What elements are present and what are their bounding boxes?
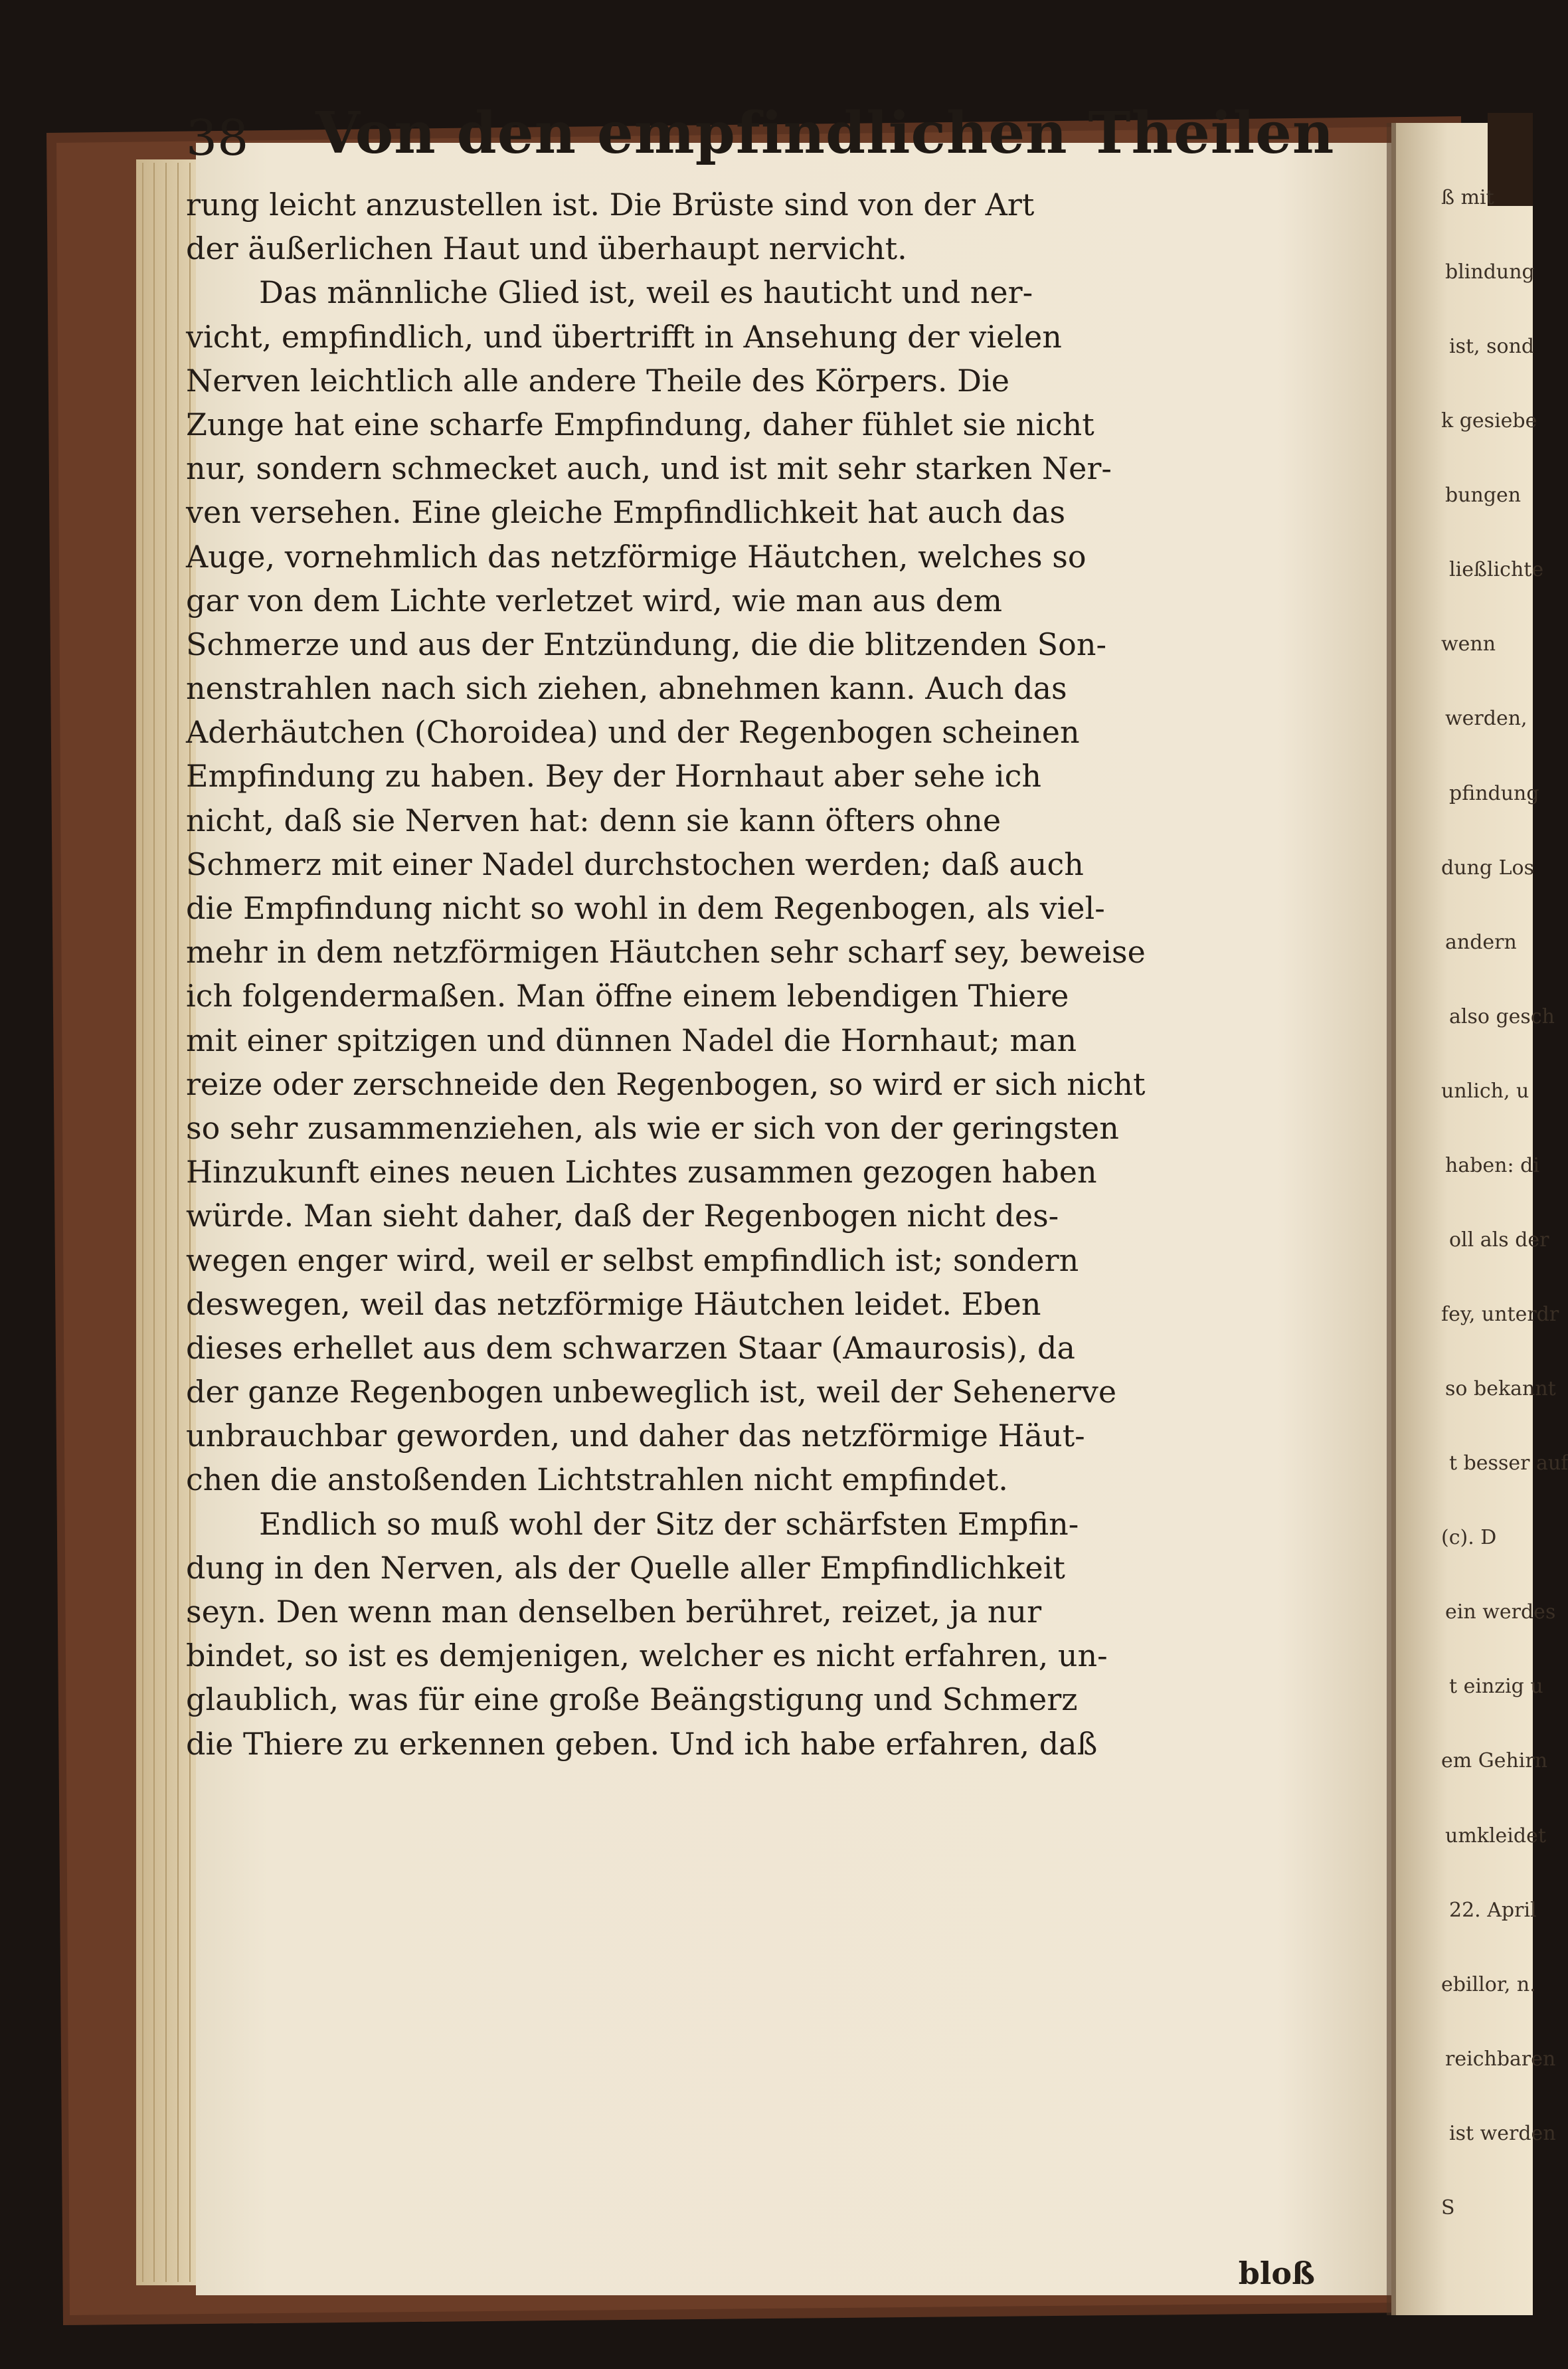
next-page-fragment: em Gehirn — [1441, 1749, 1548, 1772]
next-page-fragment: ebillor, n. — [1441, 1973, 1536, 1996]
text-line: chen die anstoßenden Lichtstrahlen nicht empfindet. — [186, 1462, 1008, 1498]
text-line: ich folgendermaßen. Man öffne einem lebendigen Thiere — [186, 978, 1069, 1014]
text-line: dieses erhellet aus dem schwarzen Staar (Amaurosis), da — [186, 1329, 1075, 1366]
text-line: gar von dem Lichte verletzet wird, wie man aus dem — [186, 582, 1003, 618]
next-page-fragment: reichbaren — [1445, 2047, 1556, 2071]
next-page-fragment: fey, unterdr — [1441, 1303, 1559, 1326]
next-page-fragment: ließlichte — [1449, 558, 1544, 581]
running-head: Von den empfindlichen Theilen — [315, 100, 1335, 167]
text-line: Schmerze und aus der Entzündung, die die blitzenden Son- — [186, 626, 1106, 662]
next-page-fragment: ein werdes — [1445, 1600, 1556, 1624]
body-text — [186, 183, 1328, 1766]
next-page-fragment: so bekannt — [1445, 1377, 1556, 1400]
text-line: Aderhäutchen (Choroidea) und der Regenbogen scheinen — [186, 714, 1080, 751]
catchword: bloß — [1238, 2255, 1315, 2291]
text-line: deswegen, weil das netzförmige Häutchen leidet. Eben — [186, 1285, 1041, 1322]
text-line: Auge, vornehmlich das netzförmige Häutchen, welches so — [186, 538, 1087, 575]
next-page-fragment: pfindung — [1449, 782, 1539, 805]
next-page-fragment: (c). D — [1441, 1526, 1497, 1549]
next-page-fragment: ß mit — [1441, 186, 1494, 209]
text-line: wegen enger wird, weil er selbst empfindlich ist; sondern — [186, 1242, 1079, 1278]
next-page-fragment: unlich, u — [1441, 1080, 1529, 1103]
page-header — [186, 96, 1335, 189]
next-page-fragment: ist, sond — [1449, 335, 1535, 358]
next-page-fragment: t besser auf — [1449, 1452, 1568, 1475]
next-page-fragment: oll als der — [1449, 1228, 1549, 1252]
text-line: der ganze Regenbogen unbeweglich ist, weil der Sehenerve — [186, 1374, 1117, 1410]
text-line: dung in den Nerven, als der Quelle aller Empfindlichkeit — [186, 1549, 1065, 1586]
next-page-fragment: werden, — [1445, 707, 1527, 730]
text-line: Hinzukunft eines neuen Lichtes zusammen gezogen haben — [186, 1154, 1097, 1190]
next-page-fragment: andern — [1445, 931, 1517, 954]
text-line: Endlich so muß wohl der Sitz der schärfsten Empfin- — [259, 1505, 1079, 1542]
text-line: Das männliche Glied ist, weil es hauticht und ner- — [259, 274, 1033, 311]
text-line: seyn. Den wenn man denselben berühret, reizet, ja nur — [186, 1594, 1042, 1630]
text-line: nenstrahlen nach sich ziehen, abnehmen kann. Auch das — [186, 670, 1067, 707]
text-line: glaublich, was für eine große Beängstigung und Schmerz — [186, 1681, 1078, 1718]
page-number: 38 — [186, 110, 249, 167]
next-page-fragment: ist werden — [1449, 2122, 1556, 2145]
text-line: nicht, daß sie Nerven hat: denn sie kann öfters ohne — [186, 802, 1002, 838]
next-page-fragment: umkleidet — [1445, 1824, 1546, 1848]
text-line: die Empfindung nicht so wohl in dem Regenbogen, als viel- — [186, 890, 1105, 926]
text-line: vicht, empfindlich, und übertrifft in Ansehung der vielen — [186, 318, 1062, 355]
next-page-fragment: blindung — [1445, 260, 1535, 284]
next-page-fragment: also gesch — [1449, 1005, 1555, 1028]
text-line: Empfindung zu haben. Bey der Hornhaut aber sehe ich — [186, 758, 1042, 795]
next-page-fragment: t einzig u — [1449, 1675, 1543, 1698]
next-page-fragment: S — [1441, 2196, 1455, 2220]
text-line: mehr in dem netzförmigen Häutchen sehr scharf sey, beweise — [186, 934, 1146, 971]
next-page-fragment: k gesiebe — [1441, 409, 1537, 432]
next-page-fragment: 22. April — [1449, 1899, 1537, 1922]
text-line: bindet, so ist es demjenigen, welcher es nicht erfahren, un- — [186, 1638, 1108, 1674]
text-line: würde. Man sieht daher, daß der Regenbogen nicht des- — [186, 1198, 1059, 1234]
next-page-fragment: bungen — [1445, 484, 1522, 507]
text-line: nur, sondern schmecket auch, und ist mit sehr starken Ner- — [186, 450, 1112, 487]
text-line: rung leicht anzustellen ist. Die Brüste sind von der Art — [186, 187, 1035, 223]
text-line: die Thiere zu erkennen geben. Und ich habe erfahren, daß — [186, 1725, 1098, 1762]
text-line: der äußerlichen Haut und überhaupt nervicht. — [186, 231, 907, 267]
text-line: so sehr zusammenziehen, als wie er sich von der geringsten — [186, 1109, 1119, 1146]
text-line: Zunge hat eine scharfe Empfindung, daher fühlet sie nicht — [186, 406, 1094, 442]
text-line: unbrauchbar geworden, und daher das netzförmige Häut- — [186, 1418, 1085, 1454]
text-line: mit einer spitzigen und dünnen Nadel die Hornhaut; man — [186, 1022, 1077, 1058]
text-line: reize oder zerschneide den Regenbogen, so wird er sich nicht — [186, 1066, 1146, 1102]
text-line: ven versehen. Eine gleiche Empfindlichkeit hat auch das — [186, 494, 1066, 531]
text-line: Schmerz mit einer Nadel durchstochen werden; daß auch — [186, 846, 1084, 882]
next-page-fragment: dung Los — [1441, 856, 1534, 880]
next-page-fragment: haben: di — [1445, 1154, 1539, 1177]
next-page-edge — [1381, 133, 1568, 2292]
text-line: Nerven leichtlich alle andere Theile des Körpers. Die — [186, 362, 1009, 399]
next-page-fragment: wenn — [1441, 632, 1496, 656]
